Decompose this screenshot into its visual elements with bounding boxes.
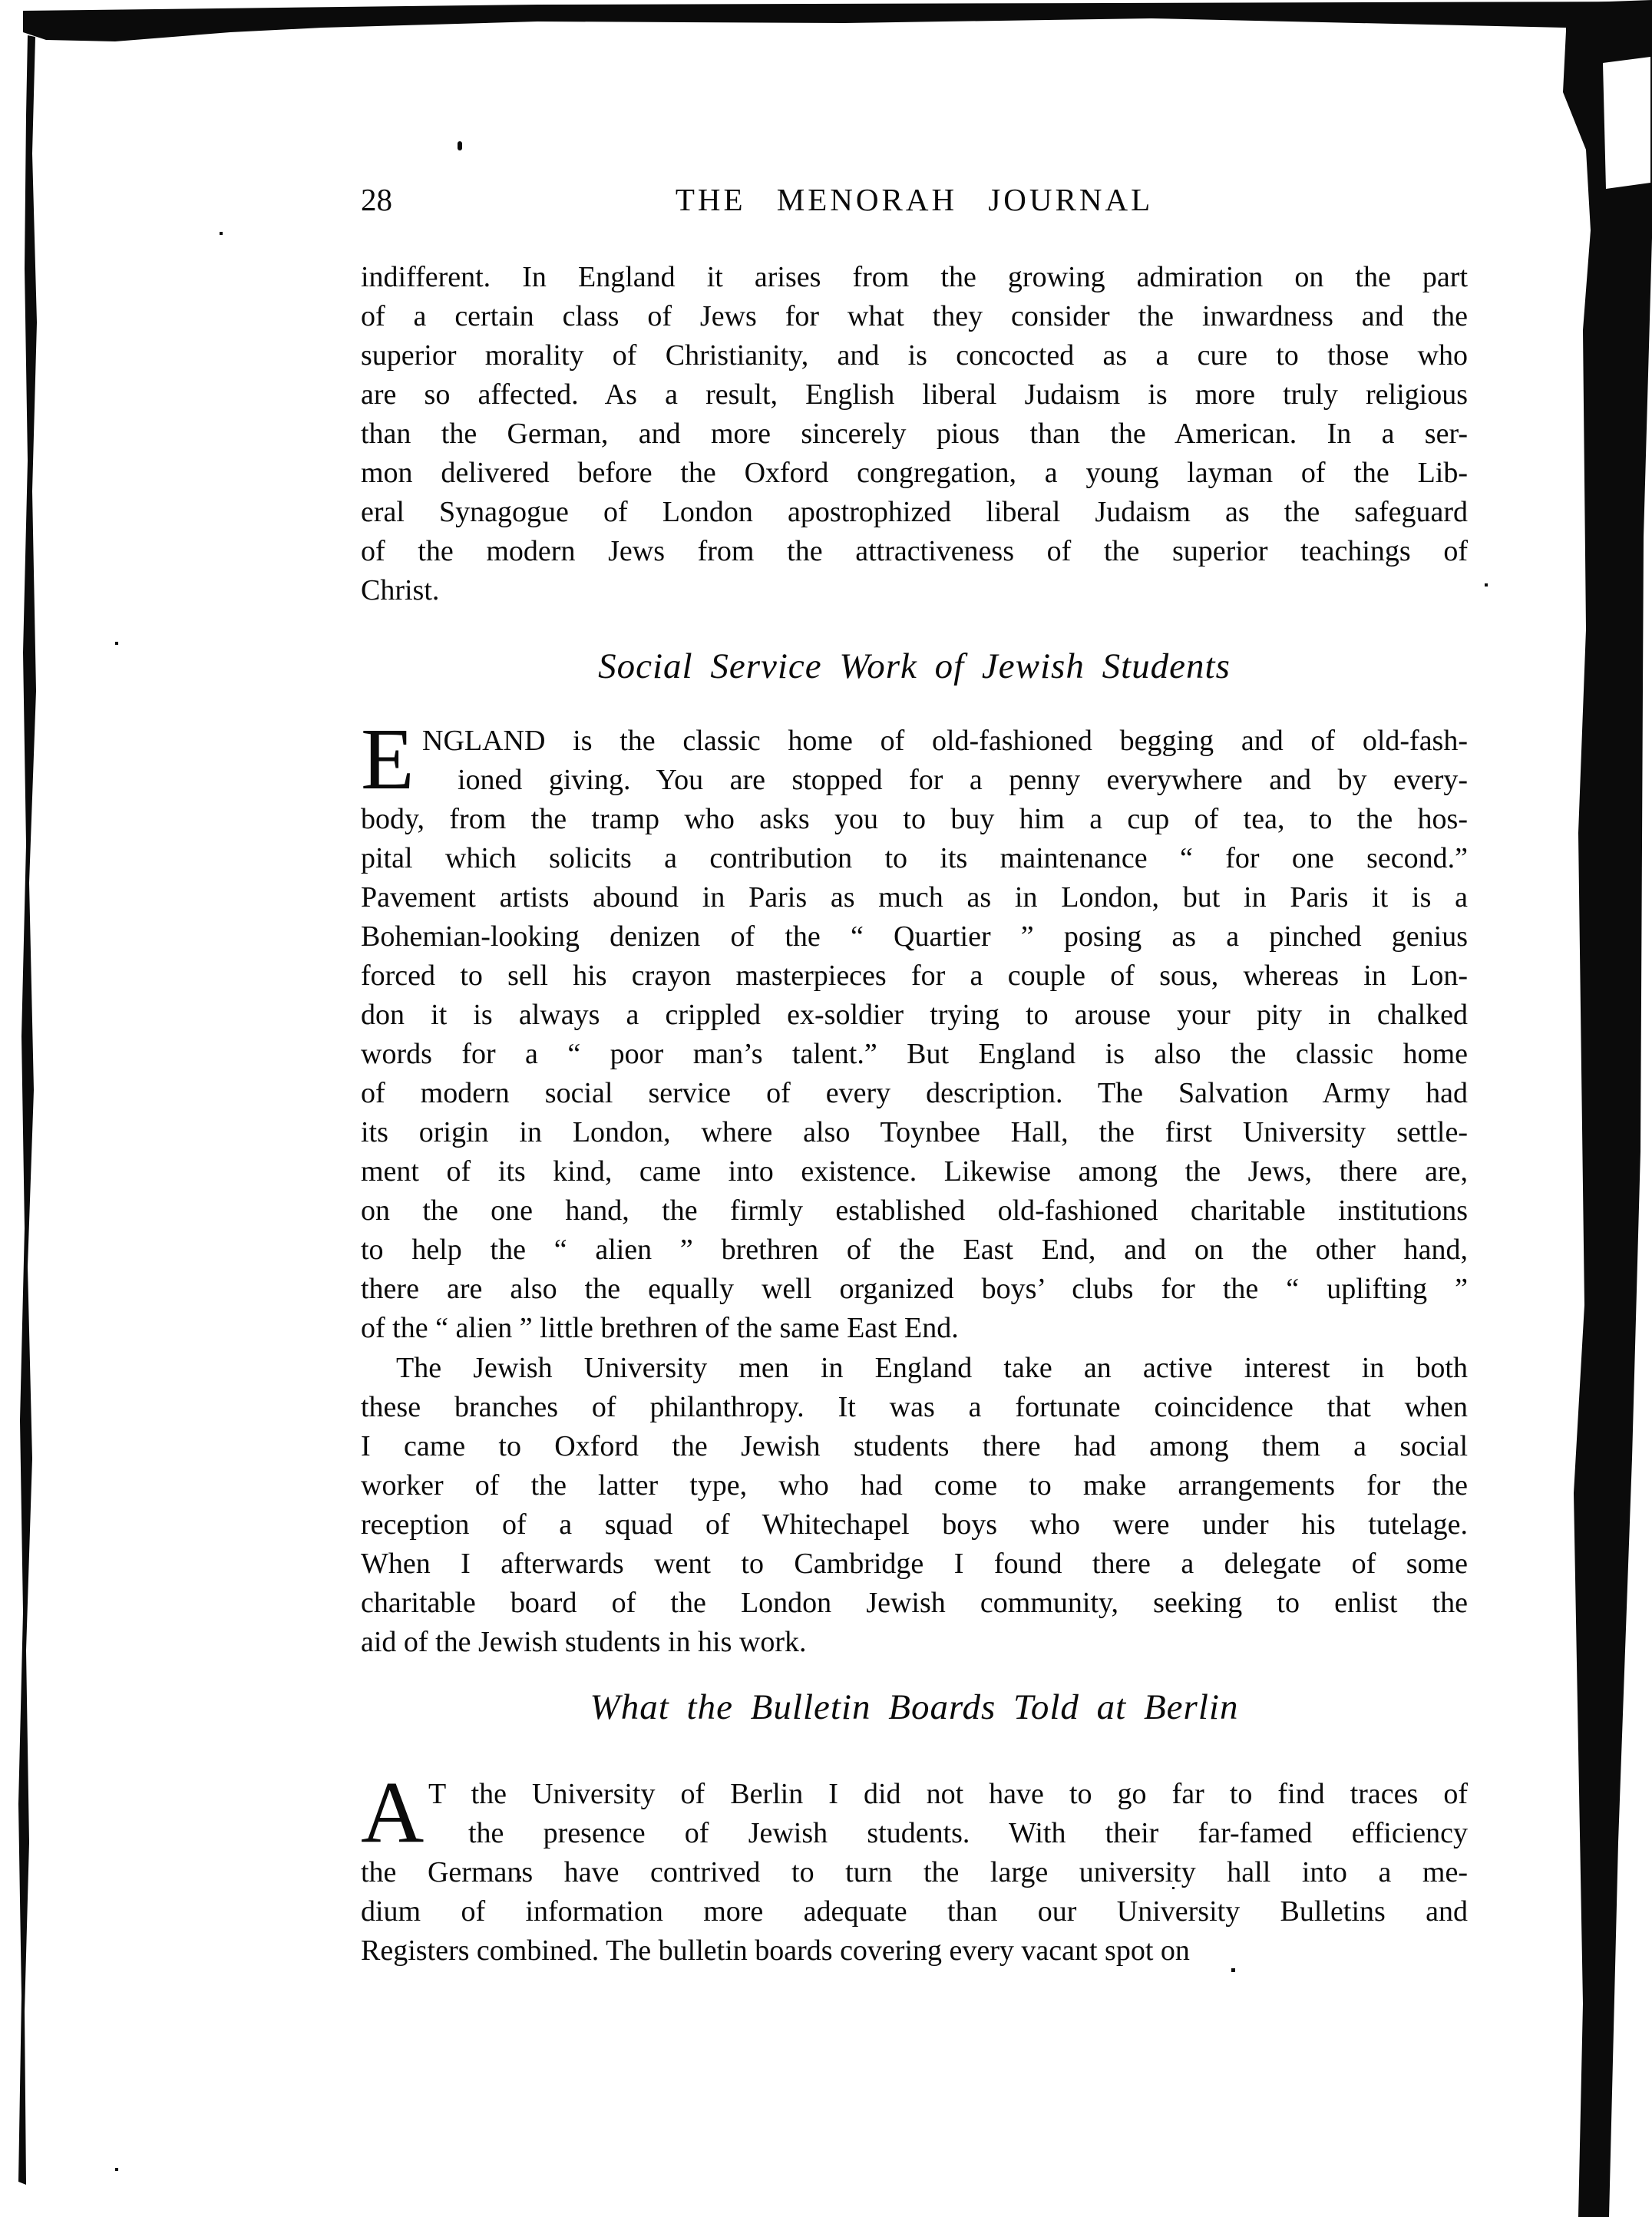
text-line: its origin in London, where also Toynbee Hall, the first University settle-: [361, 1116, 1468, 1148]
drop-cap-e: E: [361, 710, 415, 808]
text-line: reception of a squad of Whitechapel boys who were under his tutelage.: [361, 1508, 1468, 1541]
text-line: ioned giving. You are stopped for a penny everywhere and by every-: [458, 764, 1468, 796]
scan-artifact-top-bar: [23, 2, 1652, 41]
section-heading-social-service: Social Service Work of Jewish Students: [598, 646, 1231, 686]
text-line: of modern social service of every description. The Salvation Army had: [361, 1077, 1468, 1109]
text-line: body, from the tramp who asks you to buy him a cup of tea, to the hos-: [361, 803, 1468, 835]
text-line: The Jewish University men in England take an active interest in both: [396, 1352, 1468, 1384]
text-line: When I afterwards went to Cambridge I found there a delegate of some: [361, 1548, 1468, 1580]
text-line: the presence of Jewish students. With their far-famed efficiency: [468, 1817, 1468, 1849]
ink-speck: [115, 2168, 118, 2171]
scan-artifact-right-band: [1563, 0, 1652, 2217]
paragraph-liberal-judaism: [361, 258, 1468, 610]
text-line: I came to Oxford the Jewish students there had among them a social: [361, 1430, 1468, 1462]
paragraph-england-begging: [361, 710, 1468, 1348]
ink-speck: [115, 642, 118, 645]
text-line: eral Synagogue of London apostrophized liberal Judaism as the safeguard: [361, 496, 1468, 528]
text-line: dium of information more adequate than our University Bulletins and: [361, 1895, 1468, 1928]
text-line: superior morality of Christianity, and is concocted as a cure to those who: [361, 339, 1468, 372]
text-line: of the “ alien ” little brethren of the same East End.: [361, 1312, 959, 1344]
scan-artifact-right-band-notch: [1603, 57, 1650, 189]
text-line: charitable board of the London Jewish community, seeking to enlist the: [361, 1587, 1468, 1619]
text-line: Pavement artists abound in Paris as much as in London, but in Paris it is a: [361, 881, 1468, 914]
ink-speck: [220, 232, 223, 235]
text-line: NGLAND is the classic home of old-fashioned begging and of old-fash-: [422, 725, 1468, 757]
text-line: of the modern Jews from the attractiveness of the superior teachings of: [361, 535, 1468, 567]
text-line: aid of the Jewish students in his work.: [361, 1626, 807, 1658]
text-line: mon delivered before the Oxford congregation, a young layman of the Lib-: [361, 457, 1468, 489]
text-line: Bohemian-looking denizen of the “ Quartier ” posing as a pinched genius: [361, 920, 1468, 953]
text-line: Registers combined. The bulletin boards covering every vacant spot on: [361, 1935, 1190, 1967]
section-heading-bulletin-boards: What the Bulletin Boards Told at Berlin: [590, 1687, 1239, 1727]
text-line: indifferent. In England it arises from the growing admiration on the part: [361, 261, 1468, 293]
ink-speck: [458, 141, 462, 150]
text-line: these branches of philanthropy. It was a fortunate coincidence that when: [361, 1391, 1468, 1423]
text-line: worker of the latter type, who had come to make arrangements for the: [361, 1469, 1468, 1502]
text-line: on the one hand, the firmly established old-fashioned charitable institutions: [361, 1194, 1468, 1227]
paragraph-university-men: [361, 1349, 1468, 1662]
paragraph-university-of-berlin: [361, 1763, 1468, 1971]
text-line: T the University of Berlin I did not have to go far to find traces of: [428, 1778, 1468, 1810]
page-number: 28: [361, 182, 392, 217]
journal-title: THE MENORAH JOURNAL: [675, 182, 1154, 217]
text-line: Christ.: [361, 574, 440, 606]
text-line: of a certain class of Jews for what they consider the inwardness and the: [361, 300, 1468, 332]
text-line: are so affected. As a result, English liberal Judaism is more truly religious: [361, 378, 1468, 411]
running-header: [361, 181, 1468, 223]
ink-speck: [1485, 583, 1488, 586]
text-line: forced to sell his crayon masterpieces for a couple of sous, whereas in Lon-: [361, 960, 1468, 992]
text-line: there are also the equally well organized boys’ clubs for the “ uplifting ”: [361, 1273, 1468, 1305]
drop-cap-a: A: [361, 1763, 425, 1861]
text-line: the Germans have contrived to turn the large university hall into a me-: [361, 1856, 1468, 1888]
text-line: don it is always a crippled ex-soldier trying to arouse your pity in chalked: [361, 999, 1468, 1031]
text-line: pital which solicits a contribution to its maintenance “ for one second.”: [361, 842, 1468, 874]
text-line: words for a “ poor man’s talent.” But England is also the classic home: [361, 1038, 1468, 1070]
scan-artifact-left-binding-edge: [18, 35, 37, 2185]
text-line: than the German, and more sincerely pious than the American. In a ser-: [361, 418, 1468, 450]
text-line: ment of its kind, came into existence. Likewise among the Jews, there are,: [361, 1155, 1468, 1188]
text-line: to help the “ alien ” brethren of the East End, and on the other hand,: [361, 1234, 1468, 1266]
